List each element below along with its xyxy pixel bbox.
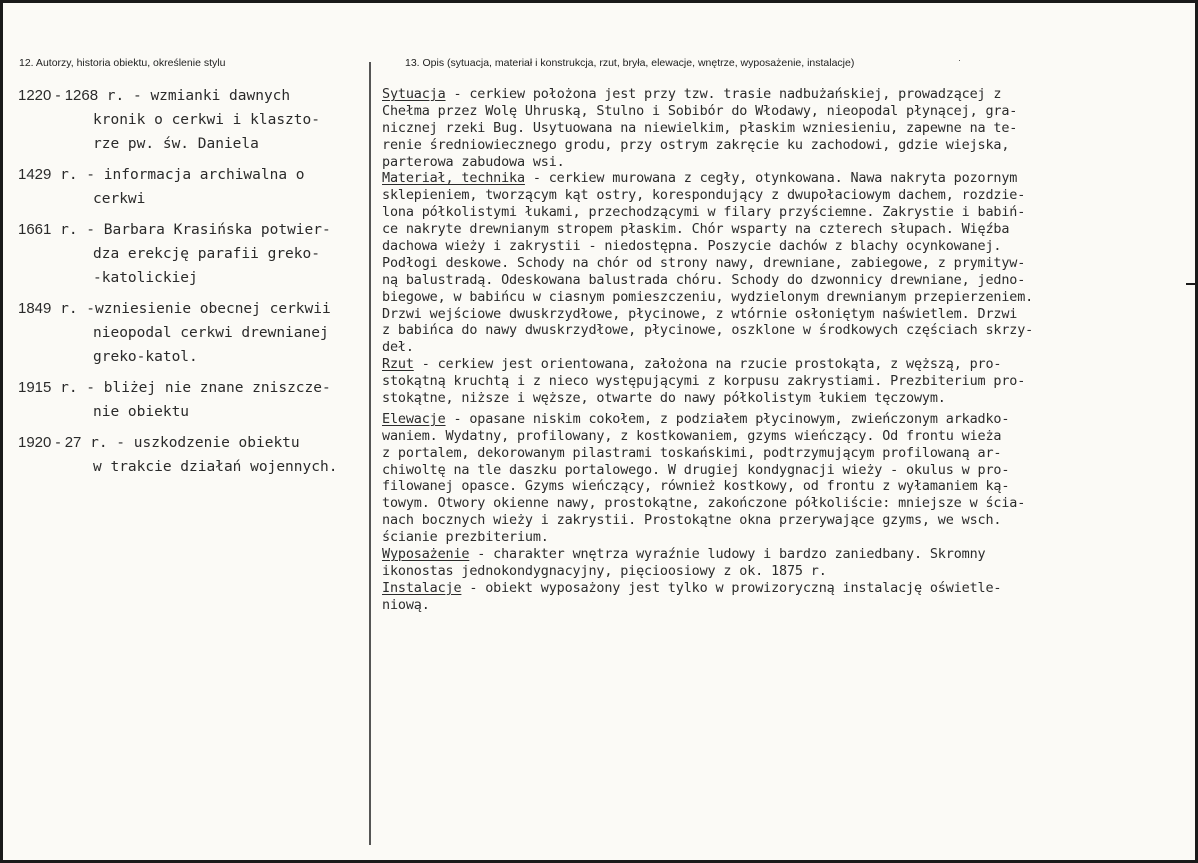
paragraph-heading: Instalacje bbox=[382, 580, 462, 596]
description-first-line bbox=[382, 547, 1188, 564]
description-first-line bbox=[382, 581, 1188, 598]
description-line: sklepieniem, tworzącym kąt ostry, korespondujący z dwupołaciowym dachem, rozdzie- bbox=[382, 188, 1026, 204]
history-date: 1849 bbox=[18, 300, 52, 317]
history-entry-line: -katolickiej bbox=[93, 270, 198, 286]
paragraph-heading: Elewacje bbox=[382, 411, 446, 427]
history-entry bbox=[0, 84, 368, 156]
history-entry bbox=[0, 431, 368, 479]
history-list bbox=[0, 84, 368, 486]
description-line: ikonostas jednokondygnacyjny, pięcioosiowy z ok. 1875 r. bbox=[382, 563, 827, 579]
history-entry-line: kronik o cerkwi i klaszto- bbox=[93, 112, 320, 128]
history-entry bbox=[0, 297, 368, 369]
paragraph-text: - charakter wnętrza wyraźnie ludowy i bardzo zaniedbany. Skromny bbox=[469, 547, 986, 563]
history-entry-first-line bbox=[0, 376, 368, 400]
history-text: r. - informacja archiwalna o bbox=[51, 167, 305, 183]
history-entry-line: dza erekcję parafii greko- bbox=[93, 246, 320, 262]
description-line: filowanej opasce. Gzyms wieńczący, również kostkowy, od frontu z wyłamaniem ką- bbox=[382, 479, 1010, 495]
paragraph-heading: Rzut bbox=[382, 357, 414, 373]
history-entry bbox=[0, 218, 368, 290]
description-text bbox=[382, 87, 1188, 615]
history-text: r. - bliżej nie znane zniszcze- bbox=[51, 380, 331, 396]
column-divider bbox=[369, 62, 371, 845]
description-paragraph bbox=[382, 581, 1188, 615]
description-first-line bbox=[382, 171, 1188, 188]
description-paragraph bbox=[382, 357, 1188, 408]
history-entry-line: w trakcie działań wojennych. bbox=[93, 459, 338, 475]
description-line: deł. bbox=[382, 340, 414, 356]
history-entry-line: cerkwi bbox=[93, 191, 146, 207]
paragraph-text: - opasane niskim cokołem, z podziałem płycinowym, zwieńczonym arkadko- bbox=[445, 411, 1010, 427]
description-line: renie średniowiecznego grodu, przy ostrym zakręcie ku zachodowi, gdzie wiejska, bbox=[382, 137, 1010, 153]
section-12-header: 12. Autorzy, historia obiektu, określenie stylu bbox=[19, 57, 226, 69]
paragraph-heading: Sytuacja bbox=[382, 87, 446, 102]
history-date: 1920 - 27 bbox=[18, 434, 82, 451]
paragraph-heading: Materiał, technika bbox=[382, 171, 525, 187]
description-line: Chełma przez Wolę Uhruską, Stulno i Sobibór do Włodawy, nieopodal płynącej, gra- bbox=[382, 103, 1018, 119]
description-line: nach bocznych wieży i zakrystii. Prostokątne okna przerywające gzyms, we wsch. bbox=[382, 513, 1002, 529]
description-line: chiwoltę na tle daszku portalowego. W drugiej kondygnacji wieży - okulus w pro- bbox=[382, 462, 1010, 478]
history-text: r. - Barbara Krasińska potwier- bbox=[51, 222, 331, 238]
description-first-line bbox=[382, 87, 1188, 104]
description-line: dachowa wieży i zakrystii - niedostępna. Poszycie dachów z blachy ocynkowanej. bbox=[382, 239, 1002, 255]
description-line: lona półkolistymi łukami, przechodzącymi w filary przyściemne. Zakrystie i babiń- bbox=[382, 205, 1026, 221]
description-line: z babińca do nawy dwuskrzydłowe, płycinowe, oszklone w środkowych częściach skrzy- bbox=[382, 323, 1034, 339]
history-text: r. -wzniesienie obecnej cerkwii bbox=[51, 301, 331, 317]
history-entry-line: nie obiektu bbox=[93, 404, 190, 420]
history-date: 1661 bbox=[18, 221, 52, 238]
description-line: waniem. Wydatny, profilowany, z kostkowaniem, gzyms wieńczący. Od frontu wieża bbox=[382, 428, 1002, 444]
history-entry-line: nieopodal cerkwi drewnianej bbox=[93, 325, 329, 341]
paragraph-text: - obiekt wyposażony jest tylko w prowizoryczną instalację oświetle- bbox=[461, 580, 1002, 596]
history-entry-line: greko-katol. bbox=[93, 349, 198, 365]
description-line: ce nakryte drewnianym stropem płaskim. Chór wsparty na czterech słupach. Więźba bbox=[382, 222, 1010, 238]
history-entry-first-line bbox=[0, 163, 368, 187]
description-line: stokątną kruchtą i z nieco występującymi z korpusu zakrystiami. Prezbiterium pro- bbox=[382, 374, 1026, 390]
description-first-line bbox=[382, 412, 1188, 429]
history-entry-first-line bbox=[0, 218, 368, 242]
description-paragraph bbox=[382, 412, 1188, 547]
scan-border-top bbox=[0, 0, 1198, 3]
description-line: biegowe, w babińcu w ciasnym pomieszczeniu, wydzielonym drewnianym przepierzeniem. bbox=[382, 289, 1034, 305]
description-line: Podłogi deskowe. Schody na chór od strony nawy, drewniane, zabiegowe, z prymityw- bbox=[382, 255, 1026, 271]
description-line: Drzwi wejściowe dwuskrzydłowe, płycinowe, z wtórnie osłoniętym naświetlem. Drzwi bbox=[382, 306, 1018, 322]
history-entry-first-line bbox=[0, 297, 368, 321]
history-date: 1220 - 1268 bbox=[18, 87, 99, 104]
history-entry bbox=[0, 376, 368, 424]
description-line: z portalem, dekorowanym pilastrami toskańskimi, podtrzymującym profilowaną ar- bbox=[382, 445, 1002, 461]
paragraph-text: - cerkiew jest orientowana, założona na rzucie prostokąta, z węższą, pro- bbox=[413, 357, 1002, 373]
history-entry-first-line bbox=[0, 84, 368, 108]
history-date: 1915 bbox=[18, 379, 52, 396]
history-entry-line: rze pw. św. Daniela bbox=[93, 136, 259, 152]
description-line: towym. Otwory okienne nawy, prostokątne, zakończone półkoliście: mniejsze w ścia- bbox=[382, 496, 1026, 512]
history-text: r. - uszkodzenie obiektu bbox=[81, 435, 300, 451]
description-line: nicznej rzeki Bug. Usytuowana na niewielkim, płaskim wzniesieniu, zapewne na te- bbox=[382, 120, 1018, 136]
section-13-header: 13. Opis (sytuacja, materiał i konstrukcja, rzut, bryła, elewacje, wnętrze, wyposażenie, instalacje) bbox=[405, 57, 855, 69]
history-text: r. - wzmianki dawnych bbox=[98, 88, 291, 104]
paragraph-text: - cerkiew murowana z cegły, otynkowana. Nawa nakryta pozornym bbox=[524, 171, 1018, 187]
description-paragraph bbox=[382, 547, 1188, 581]
description-line: ną balustradą. Odeskowana balustrada chóru. Schody do dzwonnicy drewniane, jedno- bbox=[382, 272, 1026, 288]
header-mark: · bbox=[958, 55, 961, 65]
paragraph-heading: Wyposażenie bbox=[382, 547, 470, 563]
history-date: 1429 bbox=[18, 166, 52, 183]
description-first-line bbox=[382, 357, 1188, 374]
paragraph-text: - cerkiew położona jest przy tzw. trasie nadbużańskiej, prowadzącej z bbox=[445, 87, 1002, 102]
description-paragraph bbox=[382, 87, 1188, 171]
history-entry bbox=[0, 163, 368, 211]
description-paragraph bbox=[382, 171, 1188, 357]
description-line: niową. bbox=[382, 597, 430, 613]
description-line: stokątne, niższe i węższe, otwarte do nawy półkolistym łukiem tęczowym. bbox=[382, 391, 946, 407]
history-entry-first-line bbox=[0, 431, 368, 455]
description-line: ścianie prezbiterium. bbox=[382, 530, 549, 546]
description-line: parterowa zabudowa wsi. bbox=[382, 154, 565, 170]
